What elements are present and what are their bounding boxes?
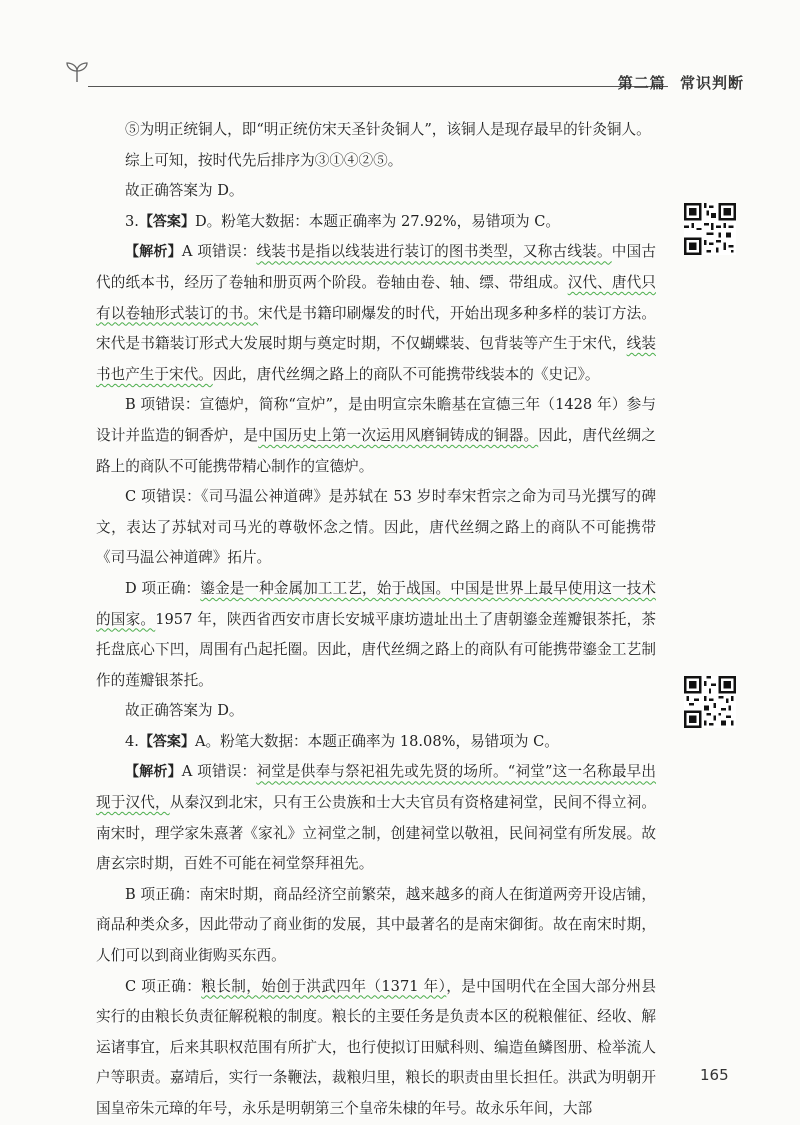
answer-tag: 【答案】 — [138, 213, 195, 230]
header-title — [610, 72, 744, 93]
answer-tag: 【答案】 — [138, 733, 195, 750]
header-section: 常识判断 — [679, 74, 744, 92]
header-rule — [88, 86, 668, 87]
analysis-tag: 【解析】 — [125, 764, 182, 781]
paragraph: 故正确答案为 D。 — [125, 182, 244, 200]
page-body — [96, 115, 656, 1125]
qr-code-icon[interactable] — [684, 676, 736, 728]
q4-analysis-a: 【解析】A 项错误：祠堂是供奉与祭祀祖先或先贤的场所。“祠堂”这一名称最早出现于汉代，从秦汉到北宋，只有王公贵族和士大夫官员有资格建祠堂，民间不得立祠。南宋时，理学家朱熹著《家礼》立祠堂之制，创建祠堂以敬祖，民间祠堂有所发展。故唐玄宗时期，百姓不可能在祠堂祭拜祖先。 — [96, 763, 657, 873]
q3-analysis-b: B 项错误：宣德炉，简称“宣炉”，是由明宣宗朱瞻基在宣德三年（1428 年）参与设计并监造的铜香炉，是中国历史上第一次运用风磨铜铸成的铜器。因此，唐代丝绸之路上的商队不可能携带精心制作的宣德炉。 — [96, 396, 656, 475]
page-number: 165 — [700, 1066, 729, 1084]
q3-analysis-c: C 项错误：《司马温公神道碑》是苏轼在 53 岁时奉宋哲宗之命为司马光撰写的碑文，表达了苏轼对司马光的尊敬怀念之情。因此，唐代丝绸之路上的商队不可能携带《司马温公神道碑》拓片。 — [96, 488, 656, 567]
analysis-tag: 【解析】 — [125, 244, 182, 261]
paragraph: ⑤为明正统铜人，即“明正统仿宋天圣针灸铜人”，该铜人是现存最早的针灸铜人。 — [125, 121, 651, 138]
header-part: 第二篇 — [617, 74, 666, 92]
page-header — [64, 56, 744, 96]
q4-answer: 4.【答案】A。粉笔大数据：本题正确率为 18.08%，易错项为 C。 — [125, 732, 559, 750]
q3-answer: 3.【答案】D。粉笔大数据：本题正确率为 27.92%，易错项为 C。 — [125, 212, 561, 230]
q4-analysis-c: C 项正确：粮长制，始创于洪武四年（1371 年），是中国明代在全国大部分州县实行的由粮长负责征解税粮的制度。粮长的主要任务是负责本区的税粮催征、经收、解运诸事宜，后来其职权范围有所扩大，也行使拟订田赋科则、编造鱼鳞图册、检举流人户等职责。嘉靖后，实行一条鞭法，裁粮归里，粮长的职责由里长担任。洪武为明朝开国皇帝朱元璋的年号，永乐是明朝第三个皇帝朱棣的年号。故永乐年间，大部 — [96, 977, 656, 1117]
paragraph: 综上可知，按时代先后排序为③①④②⑤。 — [125, 151, 403, 169]
q4-analysis-b: B 项正确：南宋时期，商品经济空前繁荣，越来越多的商人在街道两旁开设店铺，商品种类众多，因此带动了商业街的发展，其中最著名的是南宋御街。故在南宋时期，人们可以到商业街购买东西。 — [96, 885, 656, 965]
qr-code-icon[interactable] — [684, 203, 736, 255]
q3-analysis-a: 【解析】A 项错误：线装书是指以线装进行装订的图书类型，又称古线装。中国古代的纸本书，经历了卷轴和册页两个阶段。卷轴由卷、轴、缥、带组成。汉代、唐代只有以卷轴形式装订的书。宋代是书籍印刷爆发的时代，开始出现多种多样的装订方法。宋代是书籍装订形式大发展时期与奠定时期，不仅蝴蝶装、包背装等产生于宋代，线装书也产生于宋代。因此，唐代丝绸之路上的商队不可能携带线装本的《史记》。 — [96, 243, 656, 383]
sprout-icon — [64, 58, 90, 84]
q3-analysis-d: D 项正确：鎏金是一种金属加工工艺，始于战国。中国是世界上最早使用这一技术的国家。1957 年，陕西省西安市唐长安城平康坊遗址出土了唐朝鎏金莲瓣银茶托，茶托盘底心下凹，周围有凸起托圈。因此，唐代丝绸之路上的商队有可能携带鎏金工艺制作的莲瓣银茶托。 — [96, 579, 656, 689]
q3-conclusion: 故正确答案为 D。 — [125, 702, 244, 720]
